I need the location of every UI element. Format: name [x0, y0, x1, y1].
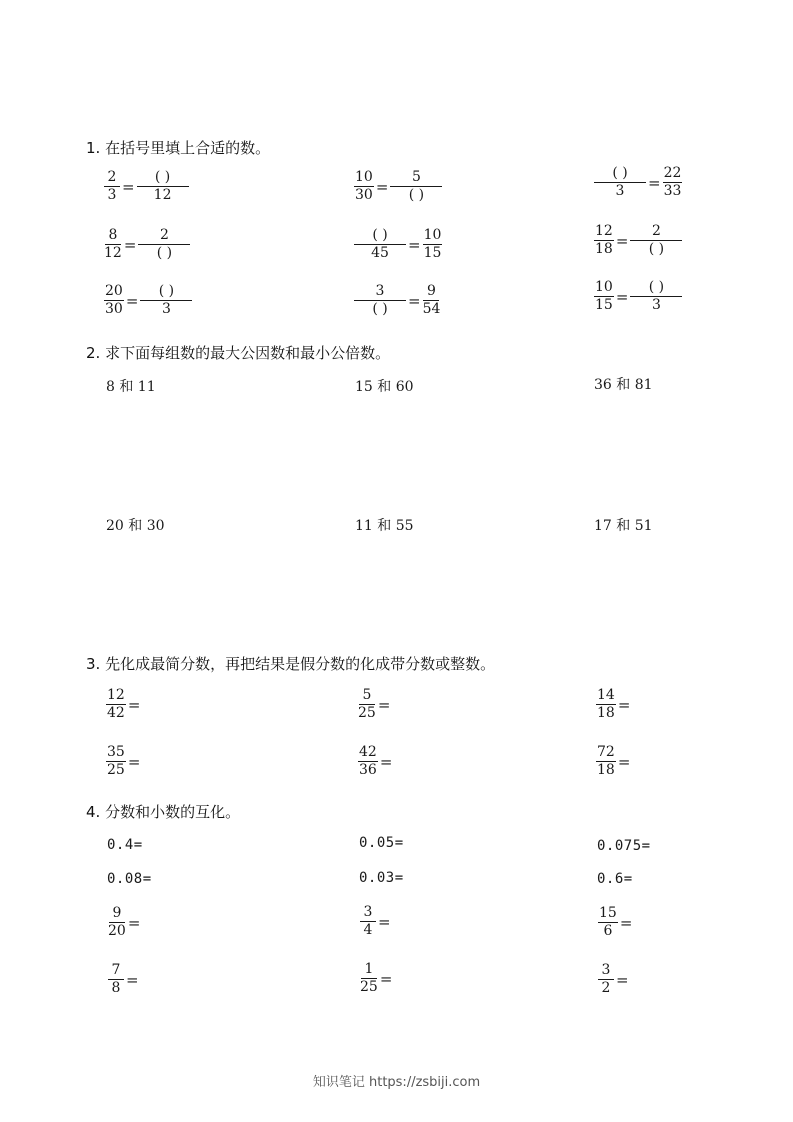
s3-item-2	[358, 688, 392, 721]
s4-fraction-5	[360, 962, 394, 995]
answer-blank[interactable]: ( )	[137, 170, 189, 187]
fraction	[596, 688, 616, 721]
s4-decimal-4: 0.08=	[107, 871, 152, 887]
numerator: 10	[423, 227, 442, 243]
equals-sign: =	[408, 291, 421, 310]
equals-sign: =	[616, 970, 629, 989]
numerator: 9	[109, 906, 125, 923]
denominator: 18	[597, 762, 615, 778]
answer-blank[interactable]: ( )	[630, 280, 682, 297]
s1-item-4-left-fraction	[104, 228, 122, 261]
numerator: 7	[108, 963, 124, 980]
denominator: 18	[597, 705, 615, 721]
s2-item-6: 17 和 51	[594, 518, 653, 534]
fraction	[360, 962, 378, 995]
numerator: 5	[359, 688, 375, 705]
answer-blank[interactable]: ( )	[648, 241, 665, 257]
s1-item-3-right-fraction	[663, 166, 683, 199]
equals-sign: =	[377, 695, 391, 714]
denominator: 12	[104, 245, 122, 261]
answer-blank[interactable]: ( )	[354, 228, 406, 245]
s2-item-5: 11 和 55	[355, 518, 414, 534]
s4-fraction-6	[598, 963, 631, 996]
numerator: 3	[360, 905, 376, 922]
answer-blank[interactable]: ( )	[372, 301, 388, 317]
s1-item-1	[104, 170, 189, 203]
equals-sign: =	[127, 752, 141, 771]
s1-item-4	[104, 228, 190, 261]
numerator: 1	[361, 962, 377, 979]
s1-item-5-left-fraction	[354, 228, 406, 261]
denominator: 15	[423, 245, 442, 261]
section-2-title: 2. 求下面每组数的最大公因数和最小公倍数。	[86, 344, 391, 362]
denominator: 45	[371, 245, 389, 261]
denominator: 3	[161, 301, 171, 317]
s1-item-8	[354, 284, 440, 317]
equals-sign: =	[379, 752, 393, 771]
equals-sign: =	[122, 177, 135, 196]
fraction	[108, 906, 126, 939]
numerator: 2	[104, 170, 120, 187]
fraction	[106, 745, 126, 778]
denominator: 54	[422, 301, 441, 317]
denominator: 12	[153, 187, 172, 203]
denominator: 36	[359, 762, 377, 778]
fraction	[596, 745, 616, 778]
denominator: 3	[615, 183, 625, 199]
denominator: 2	[601, 980, 611, 996]
answer-blank[interactable]: ( )	[156, 245, 173, 261]
numerator: 10	[595, 279, 613, 295]
numerator: 14	[597, 687, 615, 703]
equals-sign: =	[127, 695, 141, 714]
numerator: 2	[138, 228, 190, 245]
denominator: 25	[360, 979, 378, 995]
fraction	[598, 963, 614, 996]
numerator: 3	[598, 963, 614, 980]
equals-sign: =	[378, 912, 391, 931]
s1-item-9-right-fraction	[630, 280, 682, 313]
numerator: 12	[107, 687, 125, 703]
equals-sign: =	[379, 969, 393, 988]
denominator: 25	[358, 705, 376, 721]
equals-sign: =	[408, 235, 421, 254]
s1-item-9	[594, 280, 682, 313]
denominator: 15	[595, 297, 613, 313]
denominator: 33	[663, 183, 682, 199]
s1-item-2	[354, 170, 442, 203]
equals-sign: =	[123, 235, 137, 254]
s1-item-7	[104, 284, 192, 317]
denominator: 25	[107, 762, 125, 778]
equals-sign: =	[617, 752, 631, 771]
s1-item-3	[594, 166, 682, 199]
s1-item-7-left-fraction	[104, 284, 124, 317]
s4-decimal-3: 0.075=	[597, 838, 651, 854]
equals-sign: =	[617, 695, 631, 714]
s4-fraction-1	[108, 906, 142, 939]
answer-blank[interactable]: ( )	[408, 187, 425, 203]
denominator: 4	[363, 922, 373, 938]
s1-item-3-left-fraction	[594, 166, 646, 199]
s4-decimal-6: 0.6=	[597, 871, 633, 887]
s1-item-6-left-fraction	[594, 224, 614, 257]
s3-item-4	[106, 745, 142, 778]
s2-item-4: 20 和 30	[106, 518, 165, 534]
s3-item-1	[106, 688, 142, 721]
denominator: 8	[111, 980, 121, 996]
s1-item-5	[354, 228, 442, 261]
denominator: 30	[105, 301, 123, 317]
s4-decimal-1: 0.4=	[107, 837, 143, 853]
s3-item-5	[358, 745, 394, 778]
s4-decimal-5: 0.03=	[359, 870, 404, 886]
s2-item-1: 8 和 11	[106, 379, 156, 395]
fraction	[358, 688, 376, 721]
equals-sign: =	[126, 970, 139, 989]
fraction	[598, 906, 618, 939]
numerator: 15	[599, 905, 617, 921]
equals-sign: =	[615, 287, 629, 306]
numerator: 3	[354, 284, 406, 301]
s1-item-8-right-fraction	[423, 284, 441, 317]
s1-item-7-right-fraction	[140, 284, 192, 317]
s1-item-9-left-fraction	[594, 280, 614, 313]
s1-item-6-right-fraction	[630, 224, 682, 257]
denominator: 30	[355, 187, 373, 203]
numerator: 72	[597, 744, 615, 760]
denominator: 20	[108, 923, 126, 939]
denominator: 3	[107, 187, 117, 203]
footer-watermark: 知识笔记 https://zsbiji.com	[312, 1075, 481, 1090]
numerator: 8	[105, 228, 121, 245]
numerator: 22	[663, 165, 682, 181]
fraction	[106, 688, 126, 721]
answer-blank[interactable]: ( )	[140, 284, 192, 301]
numerator: 12	[595, 223, 613, 239]
s4-fraction-2	[360, 905, 393, 938]
numerator: 2	[630, 224, 682, 241]
numerator: 42	[359, 744, 377, 760]
s1-item-1-right-fraction	[137, 170, 189, 203]
s2-item-3: 36 和 81	[594, 377, 653, 393]
equals-sign: =	[125, 291, 139, 310]
equals-sign: =	[127, 913, 141, 932]
s3-item-3	[596, 688, 632, 721]
denominator: 3	[651, 297, 661, 313]
denominator: 6	[603, 923, 613, 939]
numerator: 5	[390, 170, 442, 187]
s1-item-8-left-fraction	[354, 284, 406, 317]
section-3-title: 3. 先化成最简分数，再把结果是假分数的化成带分数或整数。	[86, 655, 496, 673]
fraction	[108, 963, 124, 996]
s3-item-6	[596, 745, 632, 778]
numerator: 9	[423, 284, 439, 301]
answer-blank[interactable]: ( )	[594, 166, 646, 183]
denominator: 42	[107, 705, 125, 721]
s1-item-2-left-fraction	[354, 170, 374, 203]
s1-item-1-left-fraction	[104, 170, 120, 203]
numerator: 20	[105, 283, 123, 299]
s4-fraction-4	[108, 963, 141, 996]
fraction	[360, 905, 376, 938]
equals-sign: =	[615, 231, 629, 250]
equals-sign: =	[375, 177, 389, 196]
s4-fraction-3	[598, 906, 634, 939]
section-1-title: 1. 在括号里填上合适的数。	[86, 139, 271, 157]
s1-item-2-right-fraction	[390, 170, 442, 203]
s1-item-5-right-fraction	[423, 228, 443, 261]
s1-item-6	[594, 224, 682, 257]
s4-decimal-2: 0.05=	[359, 835, 404, 851]
equals-sign: =	[619, 913, 633, 932]
equals-sign: =	[648, 173, 661, 192]
s1-item-4-right-fraction	[138, 228, 190, 261]
numerator: 35	[107, 744, 125, 760]
fraction	[358, 745, 378, 778]
denominator: 18	[595, 241, 613, 257]
numerator: 10	[355, 169, 373, 185]
section-4-title: 4. 分数和小数的互化。	[86, 803, 241, 821]
s2-item-2: 15 和 60	[355, 379, 414, 395]
